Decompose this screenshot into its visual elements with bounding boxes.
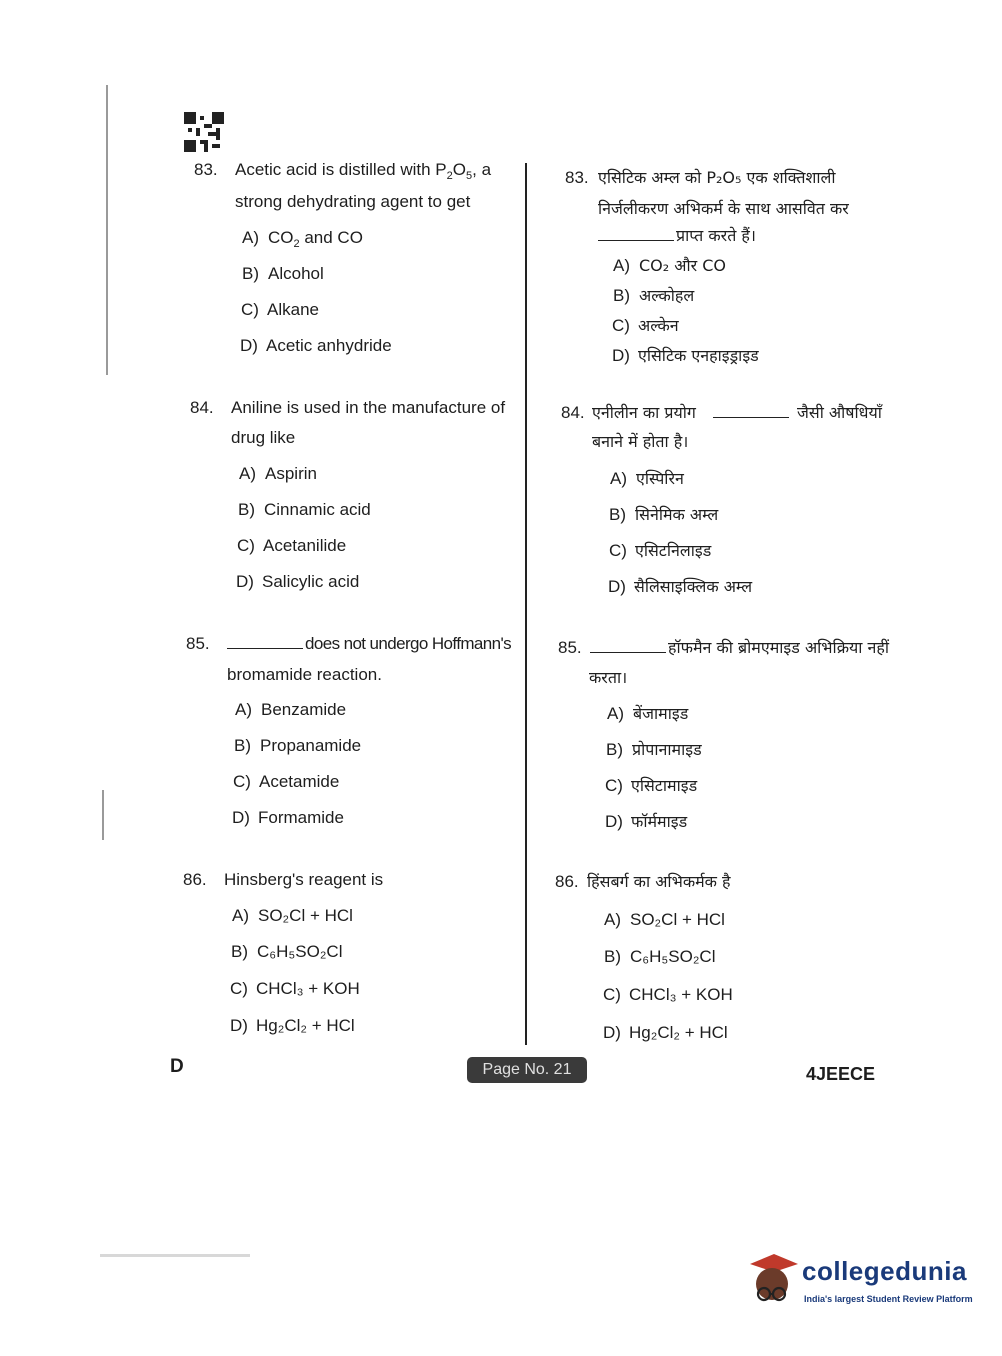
option-b: B) अल्कोहल: [613, 286, 695, 305]
question-stem-line3: प्राप्त करते हैं।: [598, 221, 756, 251]
question-number: 84.: [190, 398, 214, 417]
option-c: C) CHCl₃ + KOH: [603, 985, 733, 1004]
option-b: B) C₆H₅SO₂Cl: [604, 947, 716, 966]
option-c: C) Acetamide: [233, 772, 340, 791]
option-b: B) Cinnamic acid: [238, 500, 371, 519]
option-a: A) SO₂Cl + HCl: [604, 910, 725, 929]
question-number: 86.: [555, 872, 579, 891]
qr-code-icon: [184, 112, 224, 152]
question-number: 84.: [561, 403, 585, 422]
option-a: A) SO₂Cl + HCl: [232, 906, 353, 925]
scan-edge-mark: [102, 790, 104, 840]
option-b: B) Alcohol: [242, 264, 324, 283]
question-stem-line2: drug like: [231, 428, 296, 447]
page-number-badge: Page No. 21: [467, 1057, 587, 1083]
exam-code: 4JEECE: [806, 1064, 876, 1084]
option-d: D) Salicylic acid: [236, 572, 360, 591]
answer-blank-wrap: [713, 398, 791, 428]
option-b: B) प्रोपानामाइड: [606, 740, 702, 759]
collegedunia-logo: [744, 1250, 974, 1312]
question-number: 85.: [186, 634, 210, 653]
scan-bottom-smudge: [100, 1254, 250, 1257]
option-b: B) Propanamide: [234, 736, 362, 755]
column-divider: [525, 163, 527, 1045]
option-a: A) $CO_2$ and CO: [242, 228, 363, 250]
answer-blank: [713, 403, 789, 418]
question-number: 83.: [194, 160, 218, 179]
option-d: D) Acetic anhydride: [240, 336, 392, 355]
question-number: 83.: [565, 168, 589, 187]
option-b: B) सिनेमिक अम्ल: [609, 505, 719, 524]
question-set-label: D: [170, 1056, 184, 1077]
option-b: B) C₆H₅SO₂Cl: [231, 942, 343, 961]
question-stem-tail: जैसी औषधियाँ: [797, 403, 882, 422]
option-d: D) फॉर्ममाइड: [605, 812, 688, 831]
option-c: C) Alkane: [241, 300, 319, 319]
option-d: D) Hg₂Cl₂ + HCl: [230, 1016, 355, 1035]
question-stem: Aniline is used in the manufacture of: [231, 398, 506, 417]
question-stem: हॉफमैन की ब्रोमएमाइड अभिक्रिया नहीं: [590, 633, 889, 663]
option-c: C) Acetanilide: [237, 536, 347, 555]
question-stem: Acetic acid is distilled with $P_2O_5$, a: [235, 160, 492, 182]
scan-edge-line: [106, 85, 108, 375]
question-stem-line2: bromamide reaction.: [227, 665, 382, 684]
option-d: D) Hg₂Cl₂ + HCl: [603, 1023, 728, 1042]
question-stem: does not undergo Hoffmann's: [227, 629, 511, 659]
option-c: C) CHCl₃ + KOH: [230, 979, 360, 998]
option-d: D) Formamide: [232, 808, 344, 827]
question-stem-line2: strong dehydrating agent to get: [235, 192, 471, 211]
answer-blank: [227, 634, 303, 649]
option-c: C) एसिटनिलाइड: [609, 541, 712, 560]
brand-name: collegedunia: [802, 1256, 967, 1286]
question-stem: Hinsberg's reagent is: [224, 870, 384, 889]
option-d: D) एसिटिक एनहाइड्राइड: [612, 346, 759, 365]
question-stem: एसिटिक अम्ल को P₂O₅ एक शक्तिशाली: [598, 168, 836, 187]
answer-blank: [590, 638, 666, 653]
brand-tagline: India's largest Student Review Platform: [804, 1294, 973, 1304]
option-d: D) सैलिसाइक्लिक अम्ल: [608, 577, 753, 596]
question-stem-line2: निर्जलीकरण अभिकर्म के साथ आसवित कर: [598, 199, 849, 218]
question-stem-line2: करता।: [589, 668, 628, 687]
option-a: A) बेंजामाइड: [607, 704, 689, 723]
question-number: 86.: [183, 870, 207, 889]
option-c: C) एसिटामाइड: [605, 776, 698, 795]
option-a: A) CO₂ और CO: [613, 256, 727, 275]
question-number: 85.: [558, 638, 582, 657]
option-a: A) एस्पिरिन: [610, 469, 684, 488]
question-stem: एनीलीन का प्रयोग: [592, 403, 696, 422]
option-a: A) Aspirin: [239, 464, 317, 483]
question-stem: हिंसबर्ग का अभिकर्मक है: [587, 872, 731, 891]
option-c: C) अल्केन: [612, 316, 679, 335]
answer-blank: [598, 226, 674, 241]
mascot-icon: [744, 1250, 802, 1312]
option-a: A) Benzamide: [235, 700, 347, 719]
question-stem-line2: बनाने में होता है।: [592, 432, 689, 451]
